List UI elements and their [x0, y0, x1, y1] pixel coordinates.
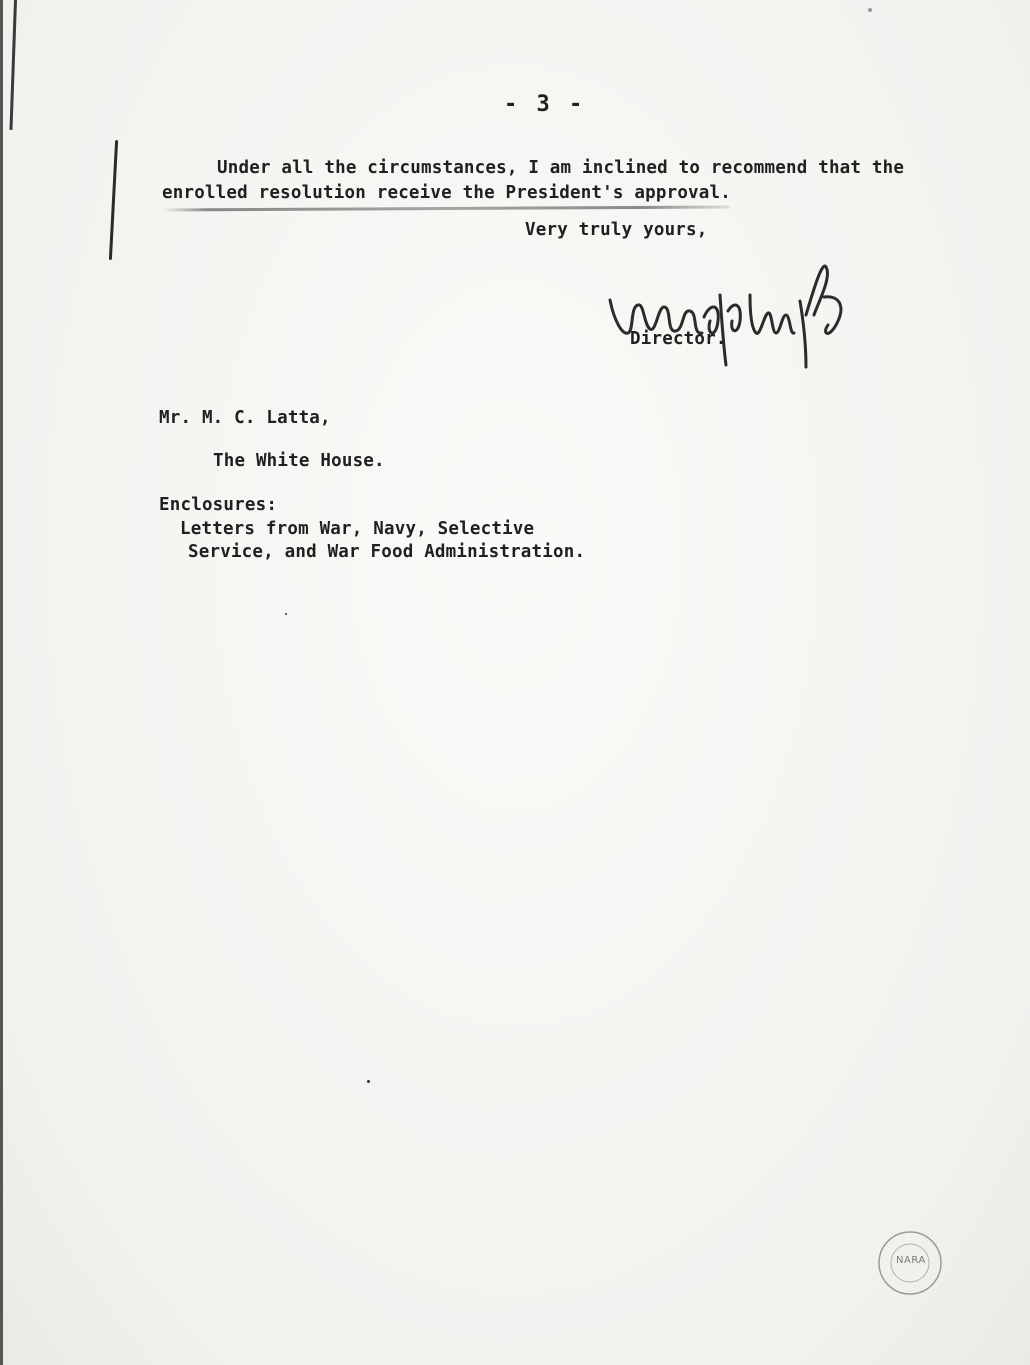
scan-edge	[0, 0, 3, 1365]
page-number: - 3 -	[504, 92, 586, 117]
pencil-underline	[162, 206, 730, 212]
scan-edge-mark	[9, 0, 17, 130]
archive-stamp-label: NARA	[896, 1255, 926, 1266]
recipient-name: Mr. M. C. Latta,	[159, 408, 331, 428]
paper-speck	[285, 613, 287, 615]
body-line-1: Under all the circumstances, I am inclined to recommend that the	[217, 158, 905, 178]
enclosures-line-2: Service, and War Food Administration.	[188, 542, 586, 562]
paper-speck	[367, 1080, 370, 1083]
paper-speck	[868, 8, 872, 12]
enclosures-line-1: Letters from War, Navy, Selective	[180, 519, 535, 539]
handwritten-signature	[600, 255, 860, 375]
recipient-location: The White House.	[213, 451, 385, 471]
signature-title: Director.	[630, 329, 727, 349]
body-line-2: enrolled resolution receive the President's approval.	[162, 183, 732, 203]
closing: Very truly yours,	[525, 220, 708, 240]
enclosures-heading: Enclosures:	[159, 495, 278, 515]
margin-pen-mark	[109, 140, 118, 260]
